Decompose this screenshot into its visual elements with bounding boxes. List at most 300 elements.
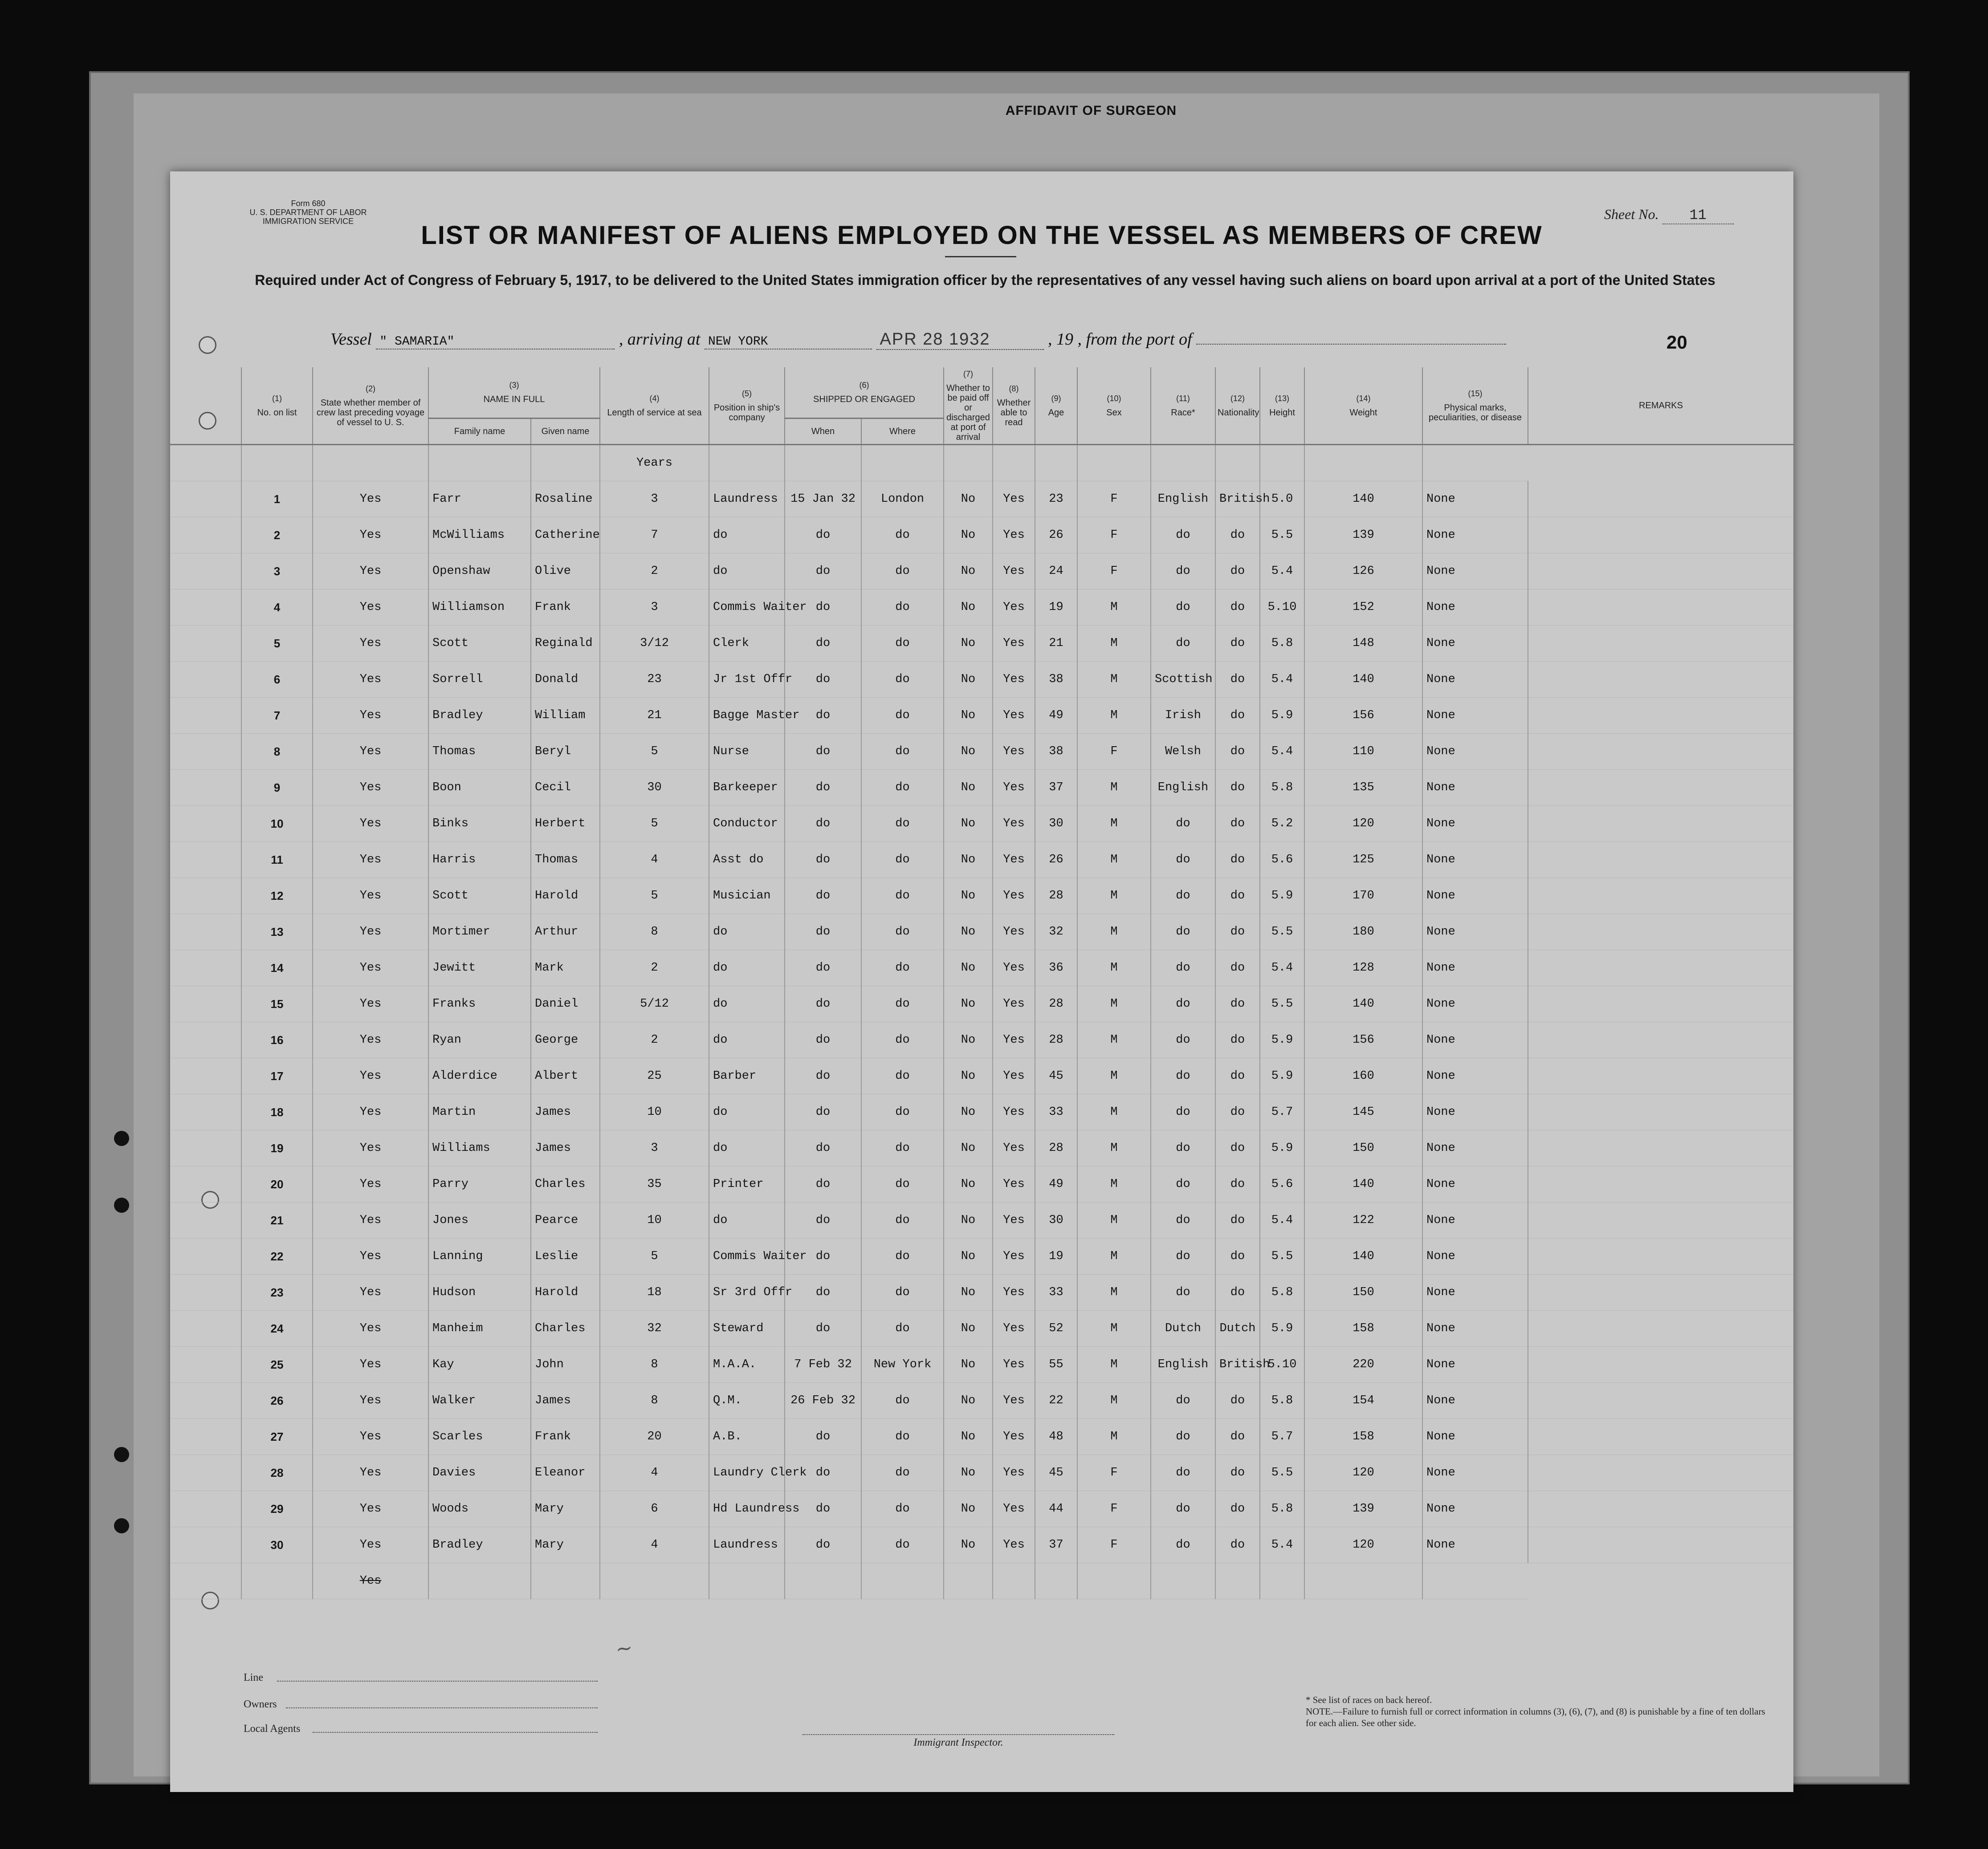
cell-paid: No [944,1419,993,1455]
cell-remarks [1528,517,1793,553]
table-row [170,734,1793,770]
cell-position: do [709,914,785,950]
cell-when: 15 Jan 32 [785,481,861,517]
cell-remarks [1528,770,1793,806]
cell-no: 6 [241,662,313,698]
cell-height: 5.9 [1260,698,1304,734]
cell-read: Yes [993,842,1035,878]
cell-race: do [1151,842,1215,878]
cell-height: 5.9 [1260,1311,1304,1347]
cell-service: 5 [600,878,709,914]
cell-age: 24 [1035,553,1077,589]
cell-race: do [1151,950,1215,986]
cell-age: 37 [1035,770,1077,806]
cell-position: Laundress [709,1527,785,1563]
cell-weight: 135 [1304,770,1422,806]
cell-marks: None [1422,1455,1528,1491]
cell-height: 5.4 [1260,950,1304,986]
cell-weight: 156 [1304,1022,1422,1058]
cell-marks: None [1422,806,1528,842]
cell-when: do [785,878,861,914]
cell-service: 7 [600,517,709,553]
sheet-number-label: Sheet No. [1604,206,1659,222]
cell-prev: Yes [313,698,428,734]
cell-family: Openshaw [428,553,531,589]
cell-read: Yes [993,662,1035,698]
cell-height: 5.5 [1260,914,1304,950]
cell-height: 5.7 [1260,1419,1304,1455]
cell-service: 6 [600,1491,709,1527]
cell-marks: None [1422,1419,1528,1455]
cell-family: Martin [428,1094,531,1130]
cell-marks: None [1422,842,1528,878]
cell-no: 9 [241,770,313,806]
col-given-name-header: Given name [531,418,600,444]
table-row [170,626,1793,662]
date-stamp: APR 28 1932 [880,330,990,349]
cell-nat: British [1215,1347,1260,1383]
cell-read: Yes [993,1455,1035,1491]
cell-remarks [1528,1130,1793,1166]
cell-race: English [1151,1347,1215,1383]
cell-prev: Yes [313,1563,428,1599]
cell-family: Williams [428,1130,531,1166]
cell-height: 5.8 [1260,1383,1304,1419]
cell-read: Yes [993,1383,1035,1419]
binder-ring [199,336,216,354]
vessel-name: " SAMARIA" [376,335,615,349]
cell-race: English [1151,481,1215,517]
cell-marks: None [1422,1130,1528,1166]
cell-prev: Yes [313,1311,428,1347]
cell-weight: 139 [1304,1491,1422,1527]
cell-race: Dutch [1151,1311,1215,1347]
cell-sex: M [1077,1419,1151,1455]
cell-age: 33 [1035,1094,1077,1130]
cell-when: do [785,662,861,698]
cell-nat: do [1215,770,1260,806]
cell-where: do [861,1058,944,1094]
cell-prev: Yes [313,1275,428,1311]
cell-height: 5.9 [1260,1058,1304,1094]
cell-race: do [1151,1491,1215,1527]
cell-service: 8 [600,914,709,950]
cell-given: Albert [531,1058,600,1094]
cell-sex: F [1077,1455,1151,1491]
cell-prev: Yes [313,842,428,878]
col-height-header: (13) Height [1260,367,1304,445]
cell-age: 36 [1035,950,1077,986]
cell-position: Laundress [709,481,785,517]
cell-where: New York [861,1347,944,1383]
cell-when: do [785,1311,861,1347]
cell-no: 5 [241,626,313,662]
cell-marks: None [1422,626,1528,662]
cell-height: 5.5 [1260,1455,1304,1491]
cell-service: 10 [600,1094,709,1130]
col-name-header: (3) NAME IN FULL [428,367,600,418]
cell-given: Mary [531,1527,600,1563]
cell-nat: do [1215,1383,1260,1419]
cell-service: 8 [600,1347,709,1383]
table-row [170,1275,1793,1311]
cell-age: 55 [1035,1347,1077,1383]
cell-marks: None [1422,1058,1528,1094]
cell-prev: Yes [313,553,428,589]
cell-race: do [1151,1203,1215,1239]
cell-height: 5.5 [1260,517,1304,553]
cell-read: Yes [993,1166,1035,1203]
cell-marks: None [1422,1311,1528,1347]
cell-weight: 154 [1304,1383,1422,1419]
cell-given: Donald [531,662,600,698]
cell-weight: 152 [1304,589,1422,626]
cell-given: James [531,1383,600,1419]
cell-given: Arthur [531,914,600,950]
cell-race: do [1151,1419,1215,1455]
cell-sex: M [1077,698,1151,734]
col-shipped-header: (6) SHIPPED OR ENGAGED [785,367,944,418]
cell-nat: do [1215,589,1260,626]
cell-prev: Yes [313,662,428,698]
table-row [170,1383,1793,1419]
cell-nat: do [1215,806,1260,842]
cell-age: 38 [1035,734,1077,770]
cell-nat: do [1215,950,1260,986]
cell-where: do [861,589,944,626]
cell-weight: 150 [1304,1130,1422,1166]
cell-race: Irish [1151,698,1215,734]
table-row [170,1203,1793,1239]
cell-remarks [1528,1166,1793,1203]
cell-paid: No [944,626,993,662]
cell-prev: Yes [313,1455,428,1491]
col-prev-voyage-header: (2) State whether member of crew last preceding voyage of vessel to U. S. [313,367,428,445]
cell-when: do [785,914,861,950]
table-row [170,1094,1793,1130]
cell-marks: None [1422,481,1528,517]
cell-service: 3/12 [600,626,709,662]
cell-age: 26 [1035,842,1077,878]
cell-paid: No [944,1203,993,1239]
cell-paid: No [944,1094,993,1130]
cell-age: 30 [1035,1203,1077,1239]
cell-height: 5.4 [1260,734,1304,770]
cell-given: Eleanor [531,1455,600,1491]
cell-height: 5.9 [1260,1022,1304,1058]
cell-family: Binks [428,806,531,842]
table-row-extra [170,1563,1793,1599]
table-row [170,1022,1793,1058]
cell-prev: Yes [313,950,428,986]
cell-paid: No [944,1275,993,1311]
cell-given: Harold [531,1275,600,1311]
cell-where: do [861,1491,944,1527]
cell-paid: No [944,698,993,734]
table-row [170,698,1793,734]
cell-position: Hd Laundress [709,1491,785,1527]
cell-read: Yes [993,806,1035,842]
cell-position: Asst do [709,842,785,878]
cell-no: 7 [241,698,313,734]
cell-paid: No [944,734,993,770]
cell-prev: Yes [313,1058,428,1094]
cell-nat: do [1215,553,1260,589]
cell-position: A.B. [709,1419,785,1455]
cell-family: Hudson [428,1275,531,1311]
cell-given: Beryl [531,734,600,770]
cell-when: do [785,1203,861,1239]
cell-nat: do [1215,1527,1260,1563]
cell-prev: Yes [313,517,428,553]
cell-remarks [1528,950,1793,986]
footer [170,1632,1793,1792]
cell-sex: M [1077,986,1151,1022]
penalty-note: NOTE.—Failure to furnish full or correct information in columns (3), (6), (7), and (8) is punishable by a fine of ten dollars for each alien. See other side. [1306,1706,1765,1728]
cell-paid: No [944,878,993,914]
cell-service: 5/12 [600,986,709,1022]
cell-family: Scott [428,878,531,914]
cell-service: 20 [600,1419,709,1455]
cell-family: Scarles [428,1419,531,1455]
cell-no: 13 [241,914,313,950]
cell-paid: No [944,589,993,626]
cell-family: Jewitt [428,950,531,986]
cell-when: do [785,950,861,986]
cell-where: do [861,734,944,770]
col-when-header: When [785,418,861,444]
cell-paid: No [944,553,993,589]
cell-remarks [1528,1275,1793,1311]
cell-service: 5 [600,806,709,842]
table-row [170,1527,1793,1563]
immigrant-inspector-label: Immigrant Inspector. [803,1734,1114,1749]
cell-sex: F [1077,734,1151,770]
cell-height: 5.4 [1260,553,1304,589]
cell-weight: 158 [1304,1419,1422,1455]
cell-where: do [861,1455,944,1491]
cell-marks: None [1422,1275,1528,1311]
cell-position: Musician [709,878,785,914]
cell-weight: 160 [1304,1058,1422,1094]
cell-age: 45 [1035,1058,1077,1094]
cell-race: do [1151,626,1215,662]
cell-remarks [1528,626,1793,662]
cell-read: Yes [993,770,1035,806]
cell-race: do [1151,1022,1215,1058]
cell-race: do [1151,1383,1215,1419]
punch-hole [114,1518,129,1533]
cell-marks: None [1422,878,1528,914]
cell-position: do [709,517,785,553]
cell-when: do [785,517,861,553]
cell-when: 7 Feb 32 [785,1347,861,1383]
cell-race: do [1151,806,1215,842]
cell-sex: M [1077,626,1151,662]
cell-race: do [1151,589,1215,626]
cell-service: 2 [600,1022,709,1058]
cell-when: do [785,1166,861,1203]
cell-sex: M [1077,950,1151,986]
cell-weight: 126 [1304,553,1422,589]
cell-height: 5.8 [1260,1491,1304,1527]
cell-weight: 140 [1304,1166,1422,1203]
cell-age: 28 [1035,986,1077,1022]
cell-position: Steward [709,1311,785,1347]
line-label: Line [244,1672,263,1683]
cell-read: Yes [993,1491,1035,1527]
table-row [170,662,1793,698]
cell-race: Welsh [1151,734,1215,770]
cell-sex: M [1077,1203,1151,1239]
cell-remarks [1528,1058,1793,1094]
cell-given: William [531,698,600,734]
table-row [170,1455,1793,1491]
cell-position: Barkeeper [709,770,785,806]
cell-race: do [1151,1239,1215,1275]
cell-service: 2 [600,950,709,986]
cell-height: 5.10 [1260,1347,1304,1383]
cell-family: Manheim [428,1311,531,1347]
col-age-header: (9) Age [1035,367,1077,445]
cell-position: do [709,1130,785,1166]
cell-age: 26 [1035,517,1077,553]
cell-race: do [1151,1527,1215,1563]
cell-read: Yes [993,1275,1035,1311]
cell-age: 19 [1035,589,1077,626]
cell-nat: do [1215,878,1260,914]
cell-read: Yes [993,1203,1035,1239]
cell-given: Charles [531,1166,600,1203]
cell-marks: None [1422,517,1528,553]
cell-sex: M [1077,842,1151,878]
department: U. S. DEPARTMENT OF LABOR [249,208,367,217]
cell-prev: Yes [313,914,428,950]
years-label: Years [600,445,709,481]
cell-family: Alderdice [428,1058,531,1094]
cell-prev: Yes [313,1527,428,1563]
cell-service: 3 [600,589,709,626]
cell-weight: 145 [1304,1094,1422,1130]
cell-read: Yes [993,1347,1035,1383]
cell-family: Davies [428,1455,531,1491]
cell-remarks [1528,1419,1793,1455]
cell-remarks [1528,878,1793,914]
cell-prev: Yes [313,1203,428,1239]
cell-no: 1 [241,481,313,517]
cell-no: 3 [241,553,313,589]
cell-race: do [1151,1058,1215,1094]
cell-age: 37 [1035,1527,1077,1563]
cell-read: Yes [993,878,1035,914]
col-service-header: (4) Length of service at sea [600,367,709,445]
cell-read: Yes [993,553,1035,589]
cell-service: 21 [600,698,709,734]
cell-position: Clerk [709,626,785,662]
cell-paid: No [944,1239,993,1275]
arrival-port: NEW YORK [705,335,872,349]
cell-read: Yes [993,950,1035,986]
cell-no: 18 [241,1094,313,1130]
cell-paid: No [944,842,993,878]
cell-no: 27 [241,1419,313,1455]
cell-sex: M [1077,662,1151,698]
cell-marks: None [1422,589,1528,626]
cell-read: Yes [993,1419,1035,1455]
cell-when: do [785,589,861,626]
cell-where: do [861,986,944,1022]
cell-service: 4 [600,1455,709,1491]
cell-family: Jones [428,1203,531,1239]
cell-given: Mark [531,950,600,986]
cell-no: 15 [241,986,313,1022]
cell-where: do [861,1130,944,1166]
cell-remarks [1528,589,1793,626]
cell-paid: No [944,1311,993,1347]
cell-given: Charles [531,1311,600,1347]
cell-prev: Yes [313,1419,428,1455]
cell-height: 5.0 [1260,481,1304,517]
cell-read: Yes [993,589,1035,626]
cell-paid: No [944,770,993,806]
cell-where: do [861,1203,944,1239]
cell-age: 49 [1035,698,1077,734]
cell-prev: Yes [313,481,428,517]
race-note: * See list of races on back hereof. [1306,1695,1432,1705]
cell-race: do [1151,914,1215,950]
cell-age: 33 [1035,1275,1077,1311]
cell-when: do [785,1130,861,1166]
col-weight-header: (14) Weight [1304,367,1422,445]
cell-paid: No [944,1166,993,1203]
cell-paid: No [944,1022,993,1058]
cell-paid: No [944,662,993,698]
cell-position: Sr 3rd Offr [709,1275,785,1311]
cell-height: 5.8 [1260,770,1304,806]
cell-where: London [861,481,944,517]
table-row [170,589,1793,626]
cell-age: 22 [1035,1383,1077,1419]
affidavit-label: AFFIDAVIT OF SURGEON [1005,103,1177,118]
cell-weight: 150 [1304,1275,1422,1311]
table-row [170,842,1793,878]
cell-remarks [1528,734,1793,770]
cell-paid: No [944,806,993,842]
cell-read: Yes [993,1058,1035,1094]
cell-height: 5.9 [1260,1130,1304,1166]
cell-paid: No [944,1455,993,1491]
cell-height: 5.9 [1260,878,1304,914]
cell-position: do [709,986,785,1022]
cell-marks: None [1422,770,1528,806]
cell-paid: No [944,1491,993,1527]
cell-marks: None [1422,553,1528,589]
punch-hole [114,1447,129,1462]
cell-weight: 128 [1304,950,1422,986]
cell-nat: do [1215,1491,1260,1527]
cell-height: 5.8 [1260,1275,1304,1311]
cell-service: 3 [600,481,709,517]
cell-prev: Yes [313,1166,428,1203]
cell-where: do [861,1383,944,1419]
local-agents-field [313,1732,598,1733]
cell-weight: 140 [1304,662,1422,698]
col-race-header: (11) Race* [1151,367,1215,445]
cell-where: do [861,770,944,806]
cell-read: Yes [993,626,1035,662]
cell-given: Cecil [531,770,600,806]
cell-nat: do [1215,1203,1260,1239]
